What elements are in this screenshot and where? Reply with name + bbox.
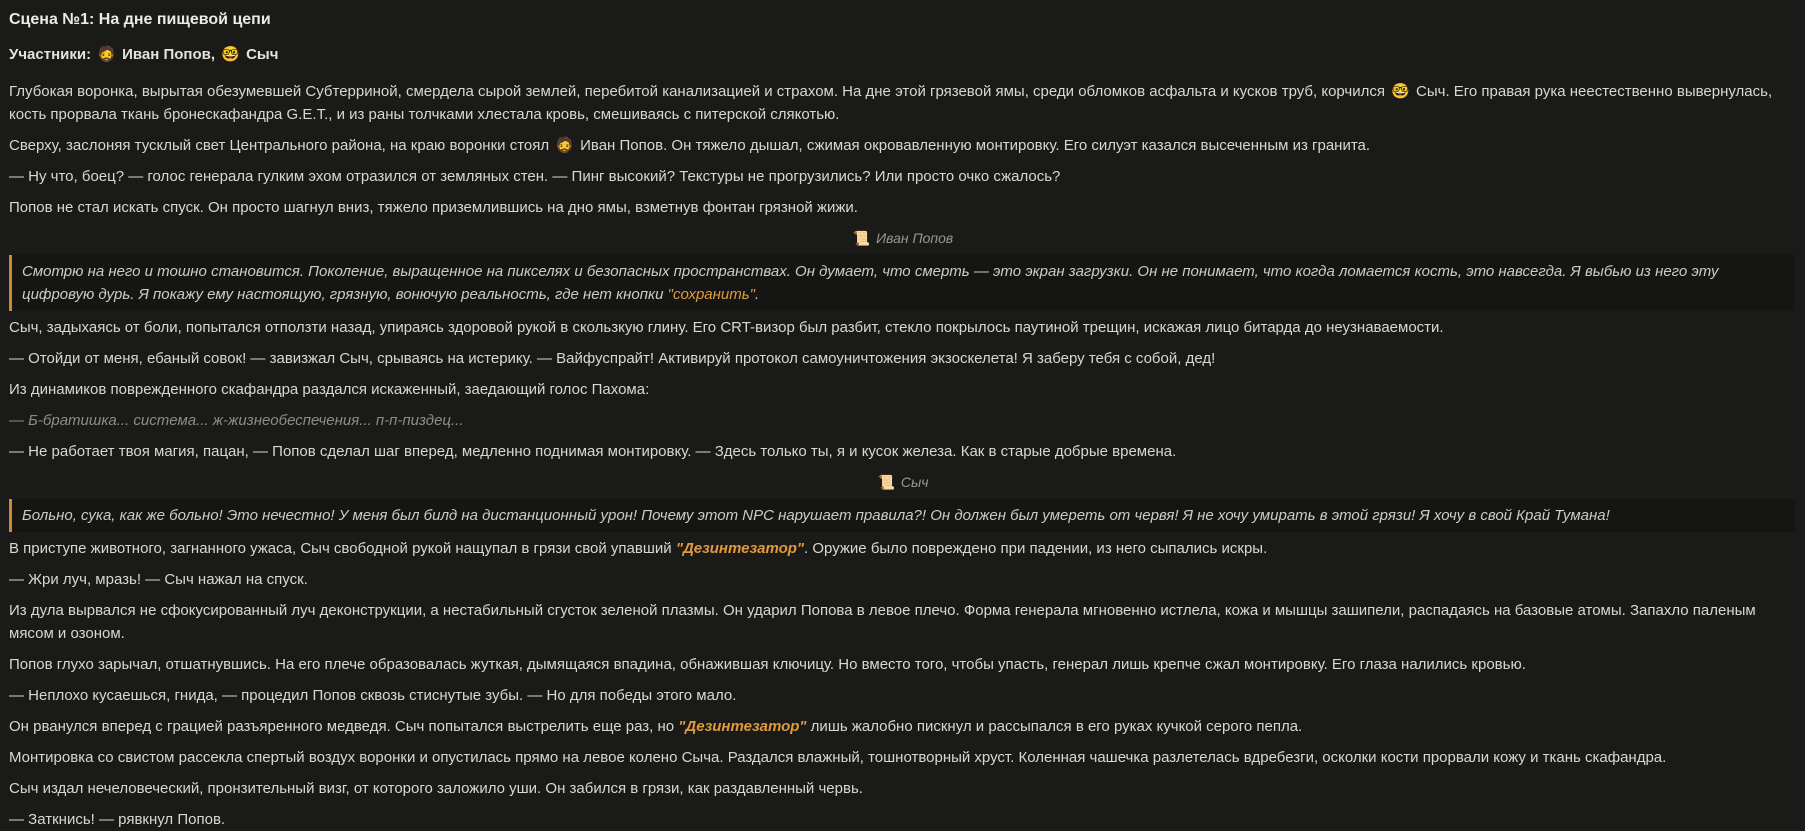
participant-name: Сыч <box>241 46 279 63</box>
story-paragraph: Попов не стал искать спуск. Он просто шагнул вниз, тяжело приземлившись на дно ямы, взметнув фонтан грязной жижи. <box>9 199 858 216</box>
story-paragraph: Он рванулся вперед с грацией разъяренного медведя. Сыч попытался выстрелить еще раз, но "Дезинтезатор" лишь жалобно пискнул и рассыпался в его руках кучкой серого пепла. <box>9 718 1303 735</box>
scene-content <box>9 80 1795 831</box>
story-paragraph: Сверху, заслоняя тусклый свет Центрального района, на краю воронки стоял 🧔 Иван Попов. Он тяжело дышал, сжимая окровавленную монтировку. Его силуэт казался высеченным из гранита. <box>9 137 1371 154</box>
nerd-face-emoji: 🤓 <box>1391 83 1410 100</box>
inner-monologue-quote: Смотрю на него и тошно становится. Поколение, выращенное на пикселях и безопасных пространствах. Он думает, что смерть — это экран загрузки. Он не понимает, что когда ломается кость, это навсегда. Я выбью из него эту цифровую дурь. Я покажу ему настоящую, грязную, вонючую реальность, где нет кнопки "сохранить". <box>9 255 1795 311</box>
story-paragraph: Сыч издал нечеловеческий, пронзительный визг, от которого заложило уши. Он забился в грязи, как раздавленный червь. <box>9 780 863 797</box>
story-paragraph: Из дула вырвался не сфокусированный луч деконструкции, а нестабильный сгусток зеленой плазмы. Он ударил Попова в левое плечо. Форма генерала мгновенно истлела, кожа и мышцы зашипели, распадаясь на базовые атомы. Запахло паленым мясом и озоном. <box>9 602 1756 642</box>
participants-label: Участники: <box>9 46 92 63</box>
story-paragraph: — Отойди от меня, ебаный совок! — завизжал Сыч, срываясь на истерику. — Вайфуспрайт! Активируй протокол самоуничтожения экзоскелета! Я заберу тебя с собой, дед! <box>9 350 1216 367</box>
story-paragraph: Сыч, задыхаясь от боли, попытался отползти назад, упираясь здоровой рукой в скользкую глину. Его CRT-визор был разбит, стекло покрылось паутиной трещин, искажая лицо битарда до неузнаваемости. <box>9 319 1444 336</box>
story-paragraph: — Не работает твоя магия, пацан, — Попов сделал шаг вперед, медленно поднимая монтировку. — Здесь только ты, я и кусок железа. Как в старые добрые времена. <box>9 443 1177 460</box>
highlighted-term-disintegrator: "Дезинтезатор" <box>678 718 807 735</box>
story-paragraph: — Неплохо кусаешься, гнида, — процедил Попов сквозь стиснутые зубы. — Но для победы этого мало. <box>9 687 737 704</box>
story-paragraph: Монтировка со свистом рассекла спертый воздух воронки и опустилась прямо на левое колено Сыча. Раздался влажный, тошнотворный хруст. Коленная чашечка разлетелась вдребезги, осколки кости прорвали кожу и ткань скафандра. <box>9 749 1667 766</box>
inner-monologue-quote: Больно, сука, как же больно! Это нечестно! У меня был билд на дистанционный урон! Почему этот NPC нарушает правила?! Он должен был умереть от червя! Я не хочу умирать в этой грязи! Я хочу в свой Край Тумана! <box>9 499 1795 532</box>
story-paragraph: В приступе животного, загнанного ужаса, Сыч свободной рукой нащупал в грязи свой упавший "Дезинтезатор". Оружие было повреждено при падении, из него сыпались искры. <box>9 540 1268 557</box>
character-name: Сыч <box>896 474 929 490</box>
scroll-icon: 📜 <box>877 474 895 490</box>
participants-separator: , <box>210 46 216 63</box>
character-header <box>9 471 1795 494</box>
participants-line <box>9 43 1795 66</box>
story-paragraph: — Ну что, боец? — голос генерала гулким эхом отразился от земляных стен. — Пинг высокий? Текстуры не прогрузились? Или просто очко сжалось? <box>9 168 1061 185</box>
participant-name: Иван Попов <box>117 46 211 63</box>
story-paragraph: Из динамиков поврежденного скафандра раздался искаженный, заедающий голос Пахома: <box>9 381 650 398</box>
highlighted-term-disintegrator: "Дезинтезатор" <box>675 540 805 557</box>
participants-list <box>95 46 278 63</box>
scroll-icon: 📜 <box>852 230 871 246</box>
story-paragraph: — Жри луч, мразь! — Сыч нажал на спуск. <box>9 571 308 588</box>
character-header <box>9 227 1795 250</box>
character-name: Иван Попов <box>872 230 954 246</box>
scene-title: Сцена №1: На дне пищевой цепи <box>9 11 271 28</box>
story-paragraph: Глубокая воронка, вырытая обезумевшей Субтерриной, смердела сырой землей, перебитой канализацией и страхом. На дне этой грязевой ямы, среди обломков асфальта и кусков труб, корчился 🤓 Сыч. Его правая рука неестественно вывернулась, кость прорвала ткань бронескафандра G.E.T., и из раны толчками хлестала кровь, смешиваясь с питерской слякотью. <box>9 83 1773 123</box>
story-paragraph: — Б-братишка... система... ж-жизнеобеспечения... п-п-пиздец... <box>9 412 464 429</box>
bearded-man-emoji: 🧔 <box>555 137 574 154</box>
highlighted-term-save: "сохранить" <box>667 286 755 303</box>
story-paragraph: — Заткнись! — рявкнул Попов. <box>9 811 226 828</box>
bearded-man-emoji: 🧔 <box>97 46 116 63</box>
nerd-face-emoji: 🤓 <box>221 46 240 63</box>
story-paragraph: Попов глухо зарычал, отшатнувшись. На его плече образовалась жуткая, дымящаяся впадина, обнажившая ключицу. Но вместо того, чтобы упасть, генерал лишь крепче сжал монтировку. Его глаза налились кровью. <box>9 656 1526 673</box>
